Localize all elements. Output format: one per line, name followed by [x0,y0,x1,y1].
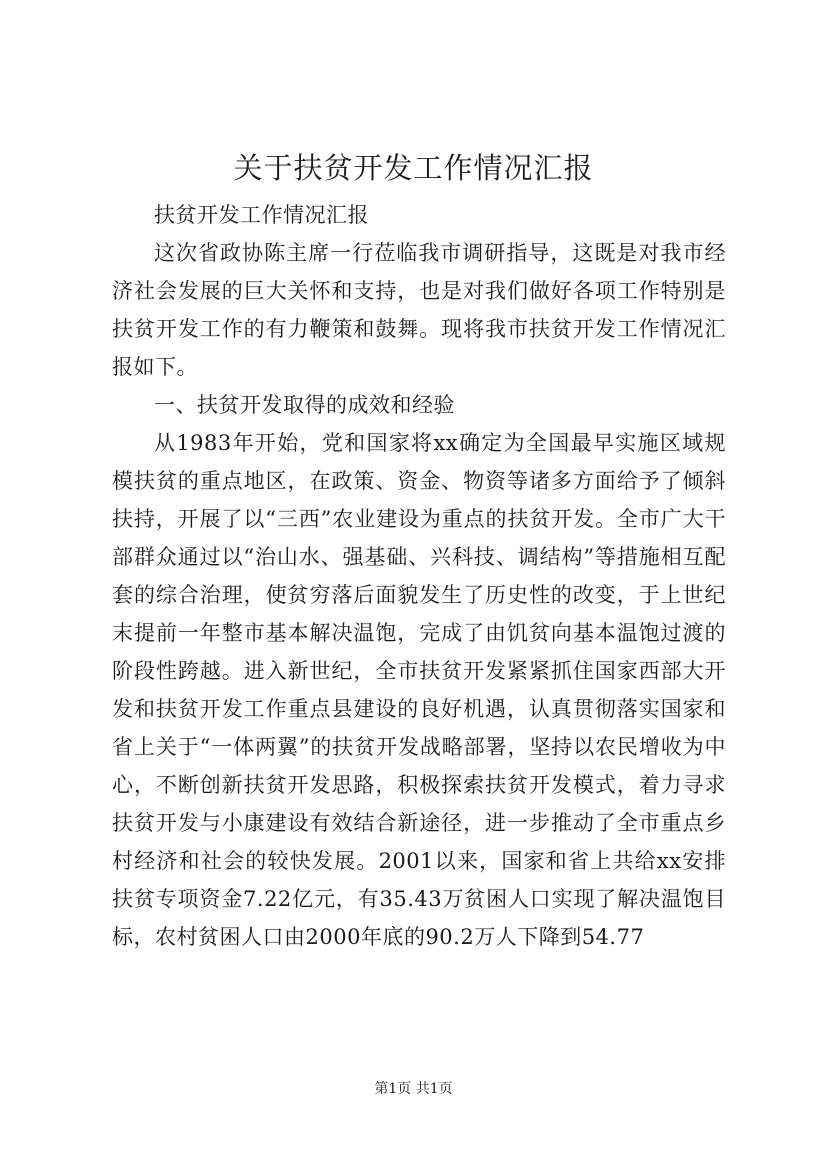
section-heading: 一、扶贫开发取得的成效和经验 [154,393,455,417]
paragraph-main: 从1983年开始，党和国家将xx确定为全国最早实施区域规模扶贫的重点地区，在政策、资金、物资等诸多方面给予了倾斜扶持，开展了以“三西”农业建设为重点的扶贫开发。全市广大干部群众通过以“治山水、强基础、兴科技、调结构”等措施相互配套的综合治理，使贫穷落后面貌发生了历史性的改变，于上世纪末提前一年整市基本解决温饱，完成了由饥贫向基本温饱过渡的阶段性跨越。进入新世纪，全市扶贫开发紧紧抓住国家西部大开发和扶贫开发工作重点县建设的良好机遇，认真贯彻落实国家和省上关于“一体两翼”的扶贫开发战略部署，坚持以农民增收为中心，不断创新扶贫开发思路，积极探索扶贫开发模式，着力寻求扶贫开发与小康建设有效结合新途径，进一步推动了全市重点乡村经济和社会的较快发展。2001以来，国家和省上共给xx安排扶贫专项资金7.22亿元，有35.43万贫困人口实现了解决温饱目标，农村贫困人口由2000年底的90.2万人下降到54.77 [112,431,726,949]
document-title: 关于扶贫开发工作情况汇报 [233,151,594,185]
paragraph-intro: 这次省政协陈主席一行莅临我市调研指导，这既是对我市经济社会发展的巨大关怀和支持，也是对我们做好各项工作特别是扶贫开发工作的有力鞭策和鼓舞。现将我市扶贫开发工作情况汇报如下。 [112,241,726,379]
document-body [112,196,726,956]
paragraph-subtitle: 扶贫开发工作情况汇报 [154,203,369,227]
page-footer: 第1页 共1页 [374,1081,453,1097]
